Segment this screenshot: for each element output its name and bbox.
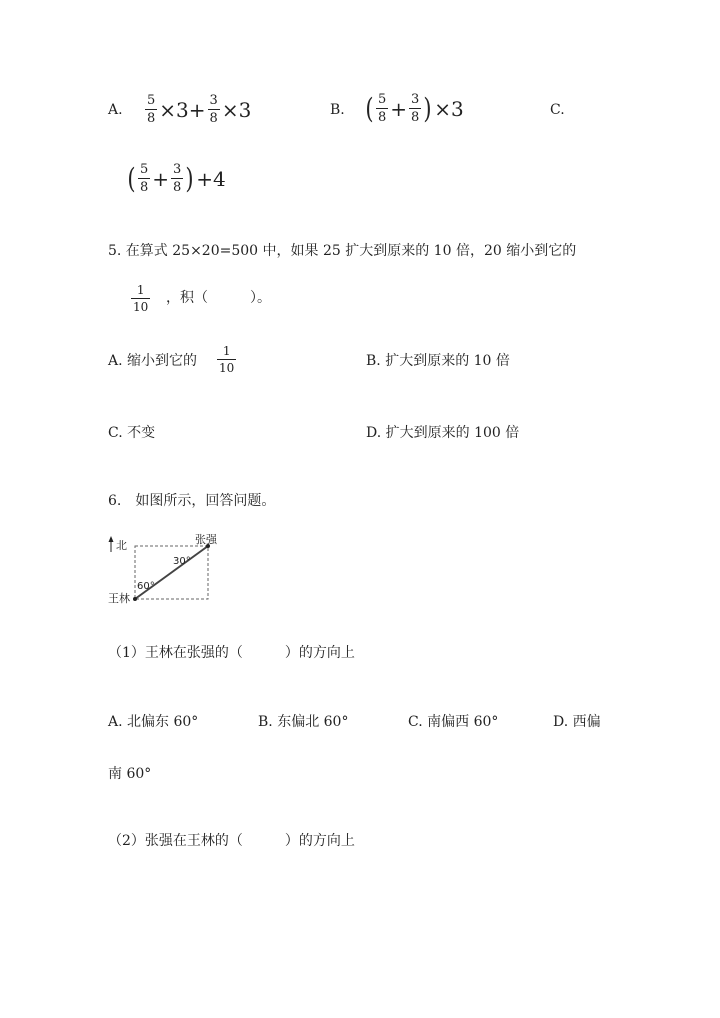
q4-option-c-label[interactable]: C. <box>550 102 565 118</box>
direction-figure <box>100 532 230 608</box>
q6-sub1-option-a[interactable]: A. 北偏东 60° <box>108 714 199 730</box>
q6-stem: 6. 如图所示，回答问题。 <box>108 493 276 509</box>
q6-sub1-option-b[interactable]: B. 东偏北 60° <box>258 714 349 730</box>
fraction: $\frac{5}{8}$ <box>377 92 387 125</box>
q4-option-a-expression: $\frac{5}{8}$ ×3+ $\frac{3}{8}$ ×3 <box>147 93 252 126</box>
q6-sub1-option-d[interactable]: D. 西偏 <box>553 714 601 730</box>
fraction: $\frac{3}{8}$ <box>172 162 182 195</box>
q5-option-c[interactable]: C. 不变 <box>108 425 156 441</box>
fraction: $\frac{3}{8}$ <box>410 92 420 125</box>
angle-30-label: 30° <box>173 556 191 567</box>
q5-stem: 5. 在算式 25×20=500 中，如果 25 扩大到原来的 10 倍，20 缩小到它的 <box>108 243 577 259</box>
q6-sub1-option-c[interactable]: C. 南偏西 60° <box>408 714 499 730</box>
q5-option-a-fraction: 1 10 <box>219 344 235 375</box>
q6-sub2: （2）张强在王林的（ ）的方向上 <box>108 833 355 849</box>
fraction: $\frac{5}{8}$ <box>147 93 156 126</box>
q5-stem-fraction: 1 10 <box>133 283 149 314</box>
q4-option-b-expression: ( $\frac{5}{8}$ + $\frac{3}{8}$ ) ×3 <box>365 92 464 125</box>
q4-option-c-expression: ( $\frac{5}{8}$ + $\frac{3}{8}$ ) +4 <box>127 162 226 195</box>
q6-sub1: （1）王林在张强的（ ）的方向上 <box>108 645 355 661</box>
q5-stem-tail: ，积（ ）。 <box>166 290 271 306</box>
q6-sub1-option-d-wrap[interactable]: 南 60° <box>108 766 152 782</box>
angle-60-label: 60° <box>137 581 155 592</box>
wanglin-point <box>133 597 137 601</box>
q5-option-b[interactable]: B. 扩大到原来的 10 倍 <box>366 353 510 369</box>
q4-option-a-label[interactable]: A. <box>108 102 123 118</box>
q4-option-b-label[interactable]: B. <box>330 102 345 118</box>
q5-option-d[interactable]: D. 扩大到原来的 100 倍 <box>366 425 520 441</box>
fraction: $\frac{3}{8}$ <box>209 93 218 126</box>
north-label: 北 <box>116 539 127 552</box>
q5-option-a[interactable]: A. 缩小到它的 <box>108 353 198 369</box>
wanglin-label: 王林 <box>108 592 130 605</box>
fraction: $\frac{5}{8}$ <box>139 162 149 195</box>
zhangqiang-label: 张强 <box>195 533 217 546</box>
north-arrow-icon <box>109 536 114 542</box>
